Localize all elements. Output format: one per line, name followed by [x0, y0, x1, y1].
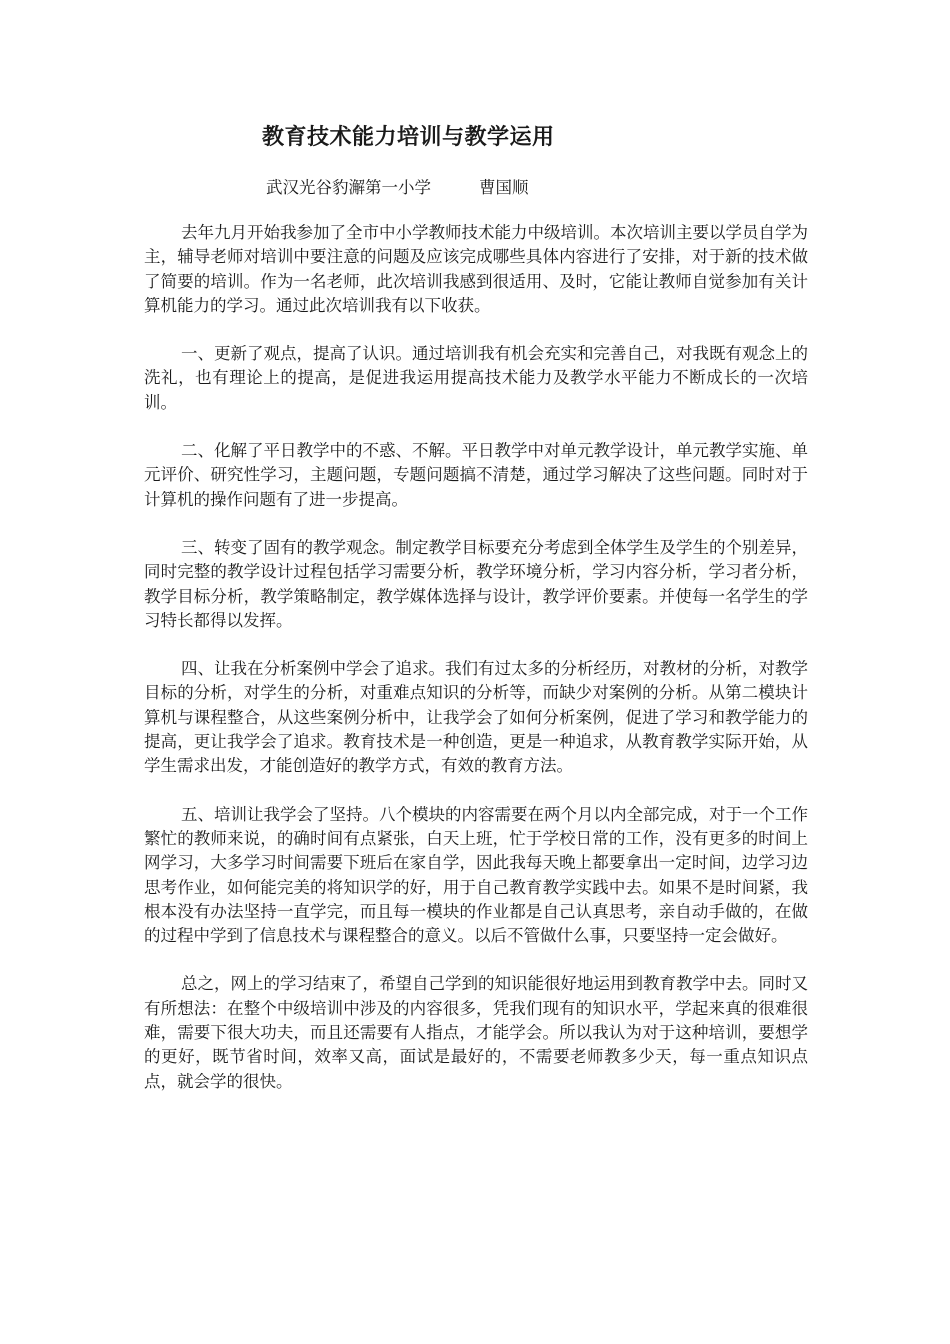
author-name: 曹国顺 — [479, 178, 529, 197]
byline — [266, 174, 529, 198]
paragraph-point-3: 三、转变了固有的教学观念。制定教学目标要充分考虑到全体学生及学生的个别差异，同时完整的教学设计过程包括学习需要分析，教学环境分析，学习内容分析，学习者分析，教学目标分析，教学策略制定，教学媒体选择与设计，教学评价要素。并使每一名学生的学习特长都得以发挥。 — [144, 537, 808, 630]
document-body — [144, 221, 808, 1118]
paragraph-point-2: 二、化解了平日教学中的不惑、不解。平日教学中对单元教学设计，单元教学实施、单元评价、研究性学习，主题问题，专题问题搞不清楚，通过学习解决了这些问题。同时对于计算机的操作问题有了进一步提高。 — [144, 441, 808, 509]
paragraph-conclusion: 总之，网上的学习结束了，希望自己学到的知识能很好地运用到教育教学中去。同时又有所想法：在整个中级培训中涉及的内容很多，凭我们现有的知识水平，学起来真的很难很难，需要下很大功夫，而且还需要有人指点，才能学会。所以我认为对于这种培训，要想学的更好，既节省时间，效率又高，面试是最好的，不需要老师教多少天，每一重点知识点点，就会学的很快。 — [144, 974, 808, 1091]
paragraph-intro: 去年九月开始我参加了全市中小学教师技术能力中级培训。本次培训主要以学员自学为主，辅导老师对培训中要注意的问题及应该完成哪些具体内容进行了安排，对于新的技术做了简要的培训。作为一名老师，此次培训我感到很适用、及时，它能让教师自觉参加有关计算机能力的学习。通过此次培训我有以下收获。 — [144, 223, 808, 315]
paragraph-point-1: 一、更新了观点，提高了认识。通过培训我有机会充实和完善自己，对我既有观念上的洗礼，也有理论上的提高，是促进我运用提高技术能力及教学水平能力不断成长的一次培训。 — [144, 344, 808, 412]
paragraph-point-5: 五、培训让我学会了坚持。八个模块的内容需要在两个月以内全部完成，对于一个工作繁忙的教师来说，的确时间有点紧张，白天上班，忙于学校日常的工作，没有更多的时间上网学习，大多学习时间需要下班后在家自学，因此我每天晚上都要拿出一定时间，边学习边思考作业，如何能完美的将知识学的好，用于自己教育教学实践中去。如果不是时间紧，我根本没有办法坚持一直学完，而且每一模块的作业都是自己认真思考，亲自动手做的，在做的过程中学到了信息技术与课程整合的意义。以后不管做什么事，只要坚持一定会做好。 — [144, 804, 808, 946]
document-title: 教育技术能力培训与教学运用 — [262, 125, 555, 150]
school-name: 武汉光谷豹澥第一小学 — [266, 178, 431, 197]
paragraph-point-4: 四、让我在分析案例中学会了追求。我们有过太多的分析经历，对教材的分析，对教学目标的分析，对学生的分析，对重难点知识的分析等，而缺少对案例的分析。从第二模块计算机与课程整合，从这些案例分析中，让我学会了如何分析案例，促进了学习和教学能力的提高，更让我学会了追求。教育技术是一种创造，更是一种追求，从教育教学实际开始，从学生需求出发，才能创造好的教学方式，有效的教育方法。 — [144, 659, 808, 776]
